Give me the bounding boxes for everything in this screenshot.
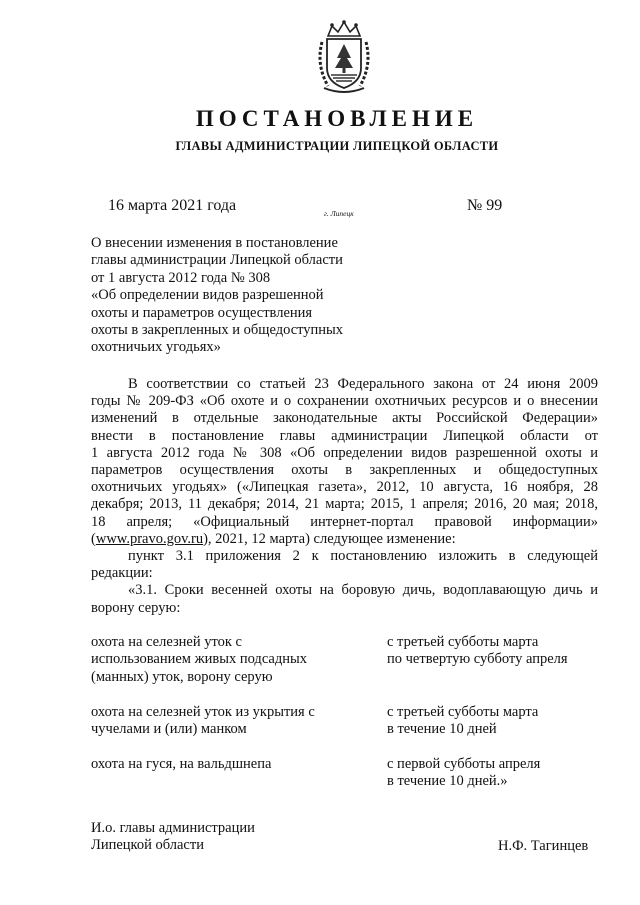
body-line: 1 августа 2012 года № 308 «Об определении видов разрешенной охоты и <box>91 444 598 461</box>
subject-line: от 1 августа 2012 года № 308 <box>91 269 271 286</box>
subject-line: охотничьих угодьях» <box>91 339 221 356</box>
season-row-period <box>387 704 617 739</box>
link-paren-open: ( <box>91 530 96 547</box>
activity-line: (манных) уток, ворону серую <box>91 668 273 685</box>
document-city: г. Липецк <box>324 209 354 218</box>
period-line: с третьей субботы марта <box>387 634 539 650</box>
document-subject <box>91 235 391 357</box>
subject-line: охоты и параметров осуществления <box>91 304 313 321</box>
subject-line: «Об определении видов разрешенной <box>91 287 324 304</box>
pravo-gov-link[interactable]: www.pravo.gov.ru <box>95 530 204 547</box>
document-date: 16 марта 2021 года <box>108 197 237 214</box>
season-row-activity <box>91 704 381 739</box>
body-line: внести в постановление главы администрации Липецкой области от <box>91 427 598 444</box>
season-row-activity <box>91 756 381 773</box>
signature-position-line: Липецкой области <box>91 837 204 854</box>
season-row-activity <box>91 634 381 686</box>
period-line: с первой субботы апреля <box>387 756 541 772</box>
activity-line: использованием живых подсадных <box>91 651 307 668</box>
signature-position <box>91 820 255 855</box>
period-line: в течение 10 дней <box>387 721 497 738</box>
subject-line: охоты в закрепленных и общедоступных <box>91 322 344 339</box>
body-line: охотничьих угодьях» («Липецкая газета», 2012, 10 августа, 16 ноября, 28 <box>91 479 598 496</box>
body-line: редакции: <box>91 565 153 582</box>
period-line: в течение 10 дней.» <box>387 773 508 790</box>
period-line: по четвертую субботу апреля <box>387 651 568 668</box>
body-line: 18 апреля; «Официальный интернет-портал правовой информации» <box>91 513 598 530</box>
subject-line: О внесении изменения в постановление <box>91 235 338 251</box>
signature-name: Н.Ф. Тагинцев <box>498 838 589 854</box>
period-line: с третьей субботы марта <box>387 704 539 720</box>
subject-line: главы администрации Липецкой области <box>91 252 343 269</box>
body-line: ворону серую: <box>91 599 181 616</box>
body-line: годы № 209-ФЗ «Об охоте и о сохранении охотничьих ресурсов и о внесении <box>91 393 598 410</box>
body-line: В соответствии со статьей 23 Федерального закона от 24 июня 2009 <box>128 376 598 392</box>
activity-line: охота на гуся, на вальдшнепа <box>91 756 272 772</box>
body-line: декабря; 2013, 11 декабря; 2014, 21 марта; 2015, 1 апреля; 2016, 20 мая; 2018, <box>91 496 598 513</box>
body-line: параметров осуществления охоты в закрепленных и общедоступных <box>91 462 598 479</box>
body-line: пункт 3.1 приложения 2 к постановлению изложить в следующей <box>128 548 598 565</box>
document-body <box>91 376 598 617</box>
season-row-period <box>387 756 617 791</box>
body-line <box>91 531 598 548</box>
activity-line: охота на селезней уток с <box>91 634 242 650</box>
season-row-period <box>387 634 617 669</box>
activity-line: чучелами и (или) манком <box>91 721 247 738</box>
body-line: изменений в отдельные законодательные акты Российской Федерации» <box>91 410 598 427</box>
activity-line: охота на селезней уток из укрытия с <box>91 704 315 720</box>
document-number: № 99 <box>467 197 503 214</box>
document-title: ПОСТАНОВЛЕНИЕ <box>195 106 479 131</box>
coat-of-arms-emblem <box>314 20 374 98</box>
document-subtitle: ГЛАВЫ АДМИНИСТРАЦИИ ЛИПЕЦКОЙ ОБЛАСТИ <box>175 139 499 153</box>
body-line-tail: ), 2021, 12 марта) следующее изменение: <box>203 530 456 547</box>
body-line: «3.1. Сроки весенней охоты на боровую дичь, водоплавающую дичь и <box>128 582 598 599</box>
signature-position-line: И.о. главы администрации <box>91 820 255 836</box>
